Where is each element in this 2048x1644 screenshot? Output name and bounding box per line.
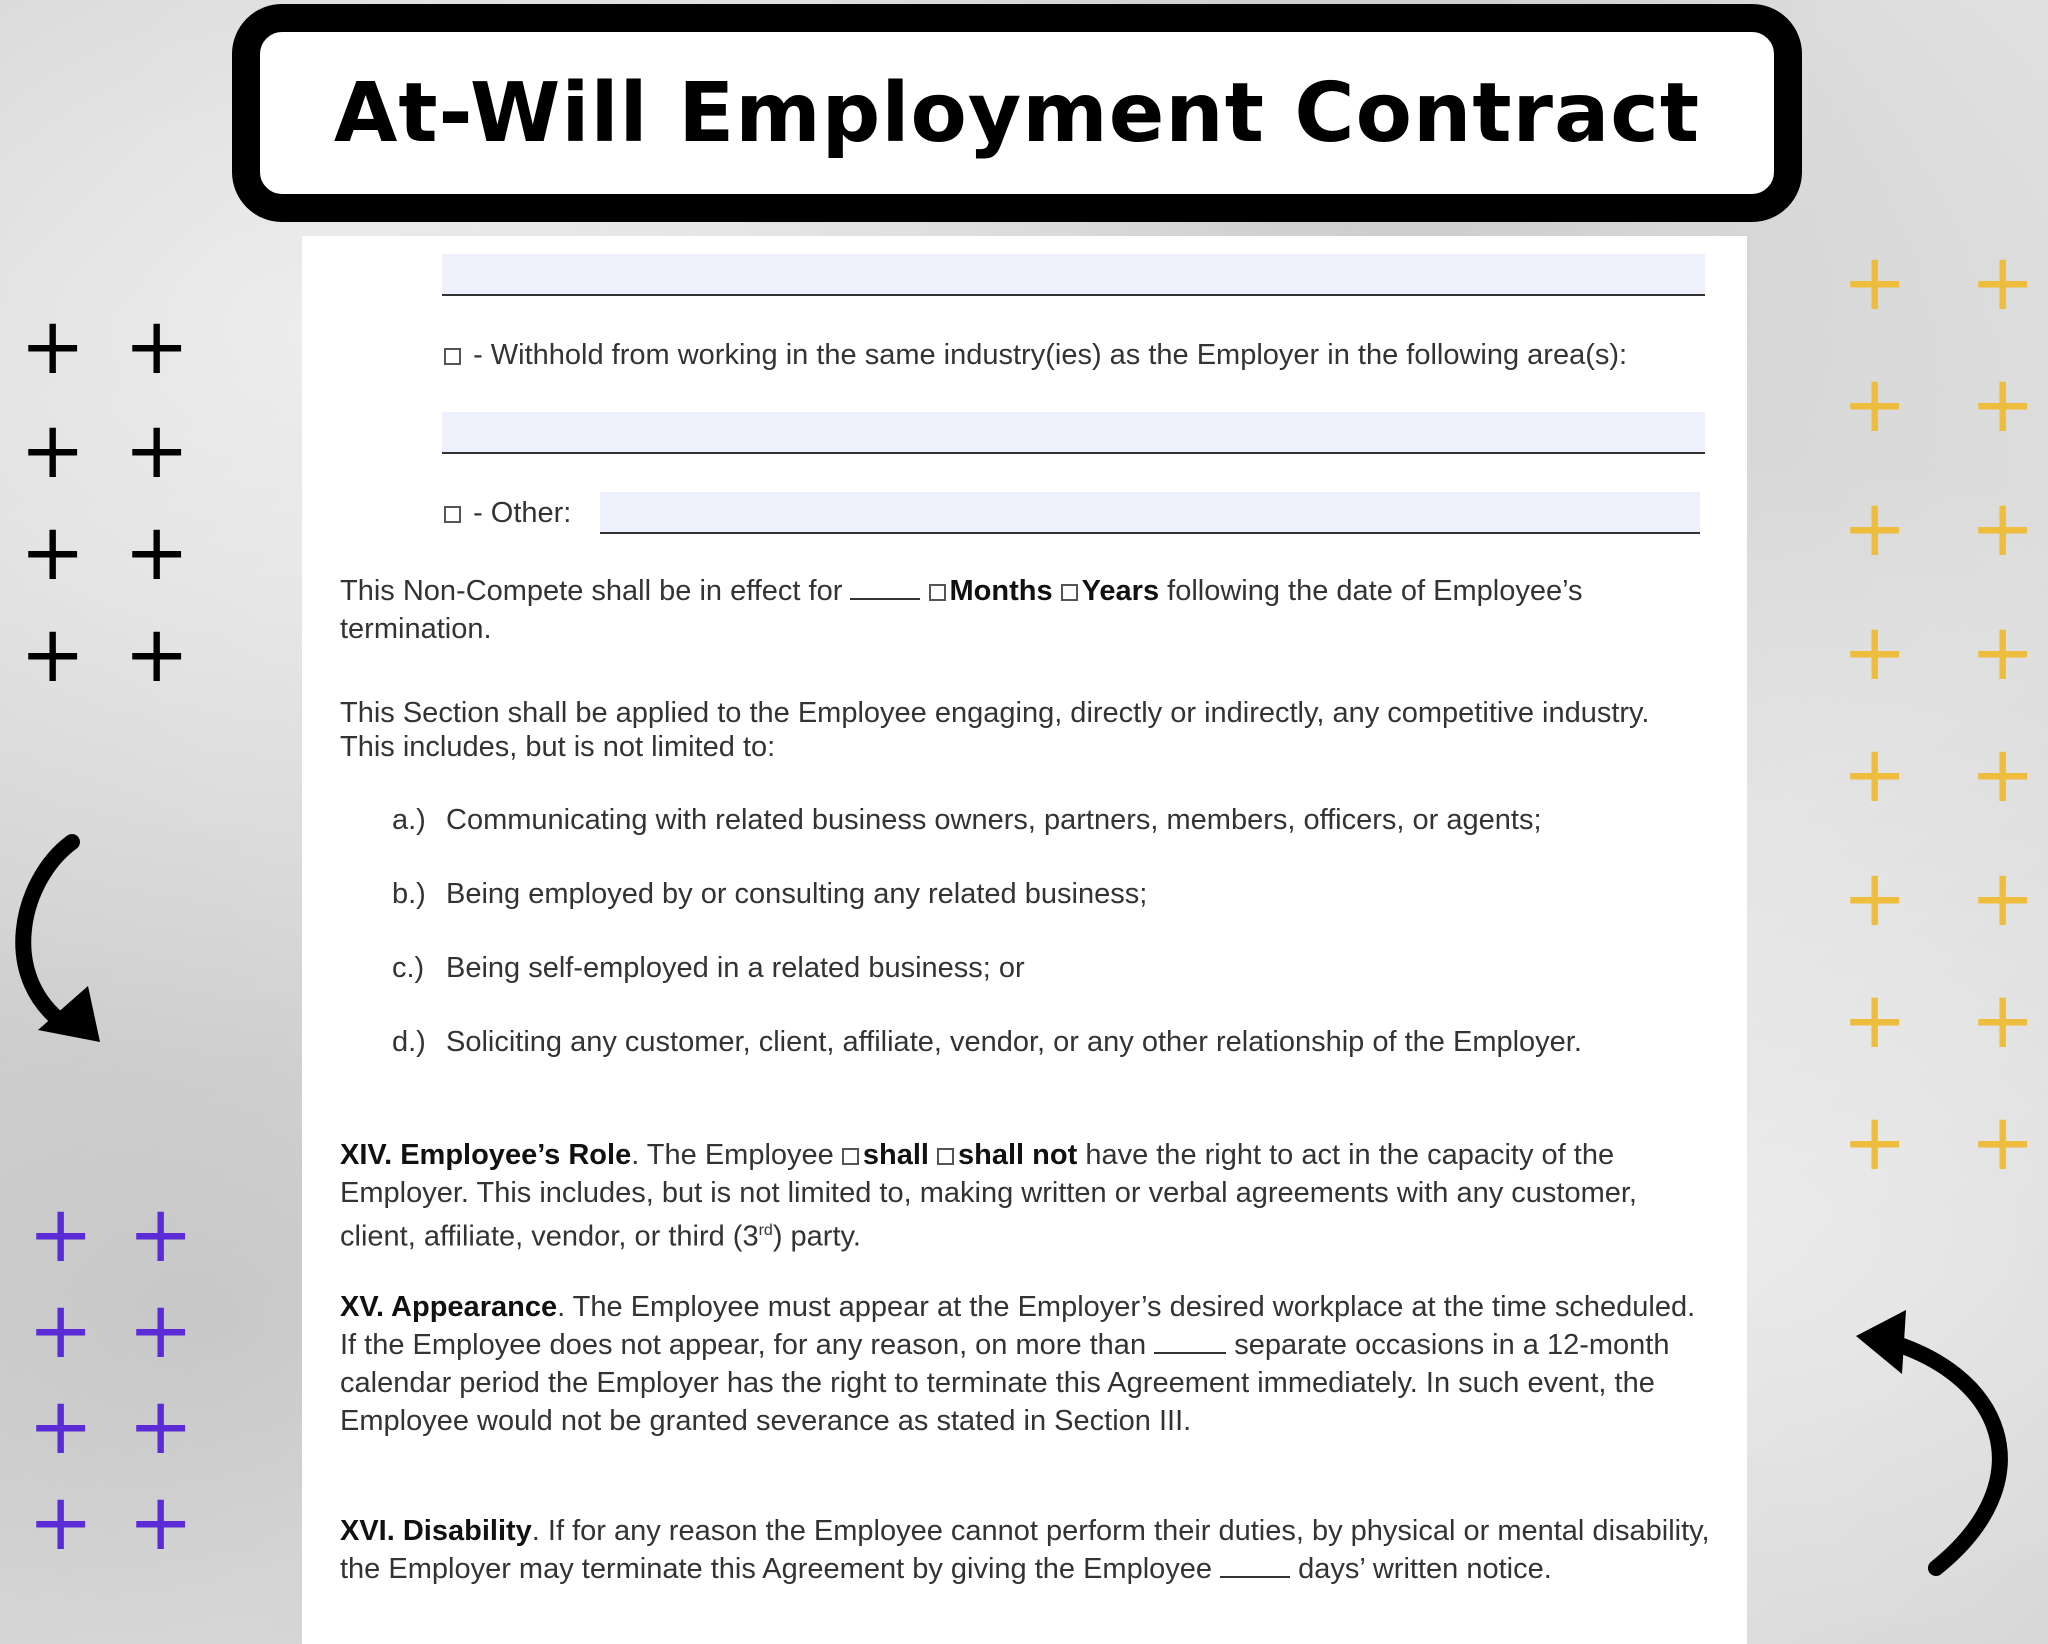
plus-icon: + <box>1842 238 1908 328</box>
plus-icon: + <box>1970 730 2036 820</box>
shall-label: shall <box>862 1139 929 1171</box>
other-text-field[interactable] <box>600 492 1700 534</box>
list-marker: c.) <box>392 952 425 984</box>
months-checkbox[interactable] <box>929 584 946 601</box>
plus-icon: + <box>128 1382 194 1472</box>
noncompete-duration <box>340 572 1710 648</box>
years-checkbox[interactable] <box>1061 584 1078 601</box>
shall-not-label: shall not <box>958 1139 1078 1171</box>
checkbox[interactable] <box>444 506 461 523</box>
plus-icon: + <box>1970 238 2036 328</box>
appearance-text: . The Employee must appear at the Employer’s desired workplace at the time scheduled. If the Employee does not appear, for any reason, on more than <box>340 1291 1696 1361</box>
plus-icon: + <box>1842 1098 1908 1188</box>
plus-icon: + <box>20 508 86 598</box>
plus-icon: + <box>124 406 190 496</box>
page-title: At-Will Employment Contract <box>333 65 1701 161</box>
notice-days-blank[interactable] <box>1220 1550 1290 1578</box>
plus-icon: + <box>1842 730 1908 820</box>
list-text: Being self-employed in a related business; or <box>446 952 1025 984</box>
ordinal-suffix: rd <box>758 1222 773 1239</box>
plus-icon: + <box>28 1286 94 1376</box>
role-text: ) party. <box>772 1220 861 1253</box>
curved-arrow-down-icon <box>0 830 140 1060</box>
plus-icon: + <box>1842 854 1908 944</box>
checkbox[interactable] <box>444 348 461 365</box>
plus-icon: + <box>124 302 190 392</box>
role-heading: XIV. Employee’s Role <box>340 1139 632 1171</box>
list-text: Communicating with related business owners, partners, members, officers, or agents; <box>446 804 1542 836</box>
employee-role-section <box>340 1136 1710 1256</box>
curved-arrow-up-icon <box>1846 1310 2016 1580</box>
plus-icon: + <box>28 1478 94 1568</box>
plus-icon: + <box>1970 854 2036 944</box>
plus-icon: + <box>1970 976 2036 1066</box>
disability-text: . If for any reason the Employee cannot perform their duties, by physical or mental disability, the Employer may terminate this Agreement by giving the Employee <box>340 1515 1710 1585</box>
plus-icon: + <box>20 302 86 392</box>
plus-icon: + <box>124 508 190 598</box>
appearance-section <box>340 1288 1710 1440</box>
plus-icon: + <box>1970 608 2036 698</box>
plus-icon: + <box>28 1382 94 1472</box>
disability-section <box>340 1512 1710 1588</box>
plus-icon: + <box>128 1478 194 1568</box>
plus-icon: + <box>1970 484 2036 574</box>
list-marker: d.) <box>392 1026 426 1058</box>
plus-icon: + <box>124 610 190 700</box>
disability-heading: XVI. Disability <box>340 1515 532 1547</box>
plus-icon: + <box>28 1190 94 1280</box>
text-field-line[interactable] <box>442 254 1705 296</box>
plus-icon: + <box>1842 976 1908 1066</box>
plus-icon: + <box>1970 1098 2036 1188</box>
plus-icon: + <box>128 1190 194 1280</box>
withhold-option-label: - Withhold from working in the same industry(ies) as the Employer in the following area(s): <box>473 339 1628 371</box>
shall-not-checkbox[interactable] <box>937 1148 954 1165</box>
plus-icon: + <box>1842 608 1908 698</box>
plus-icon: + <box>20 610 86 700</box>
list-marker: a.) <box>392 804 426 836</box>
list-text: Being employed by or consulting any related business; <box>446 878 1148 910</box>
appearance-heading: XV. Appearance <box>340 1291 558 1323</box>
title-banner <box>232 4 1802 222</box>
role-text: . The Employee <box>631 1139 834 1171</box>
plus-icon: + <box>1842 360 1908 450</box>
section-intro: This Section shall be applied to the Employee engaging, directly or indirectly, any competitive industry. This includes, but is not limited to: <box>340 697 1650 763</box>
list-text: Soliciting any customer, client, affiliate, vendor, or any other relationship of the Employer. <box>446 1026 1582 1058</box>
months-label: Months <box>949 575 1053 607</box>
plus-icon: + <box>1842 484 1908 574</box>
role-text: have the right to act in the capacity of the Employer. This includes, but is not limited to, making written or verbal agreements with any customer, client, affiliate, vendor, or third (3 <box>340 1139 1637 1253</box>
plus-icon: + <box>128 1286 194 1376</box>
plus-icon: + <box>20 406 86 496</box>
shall-checkbox[interactable] <box>842 1148 859 1165</box>
other-option-label: - Other: <box>473 497 572 529</box>
document-page <box>302 236 1747 1644</box>
noncompete-suffix: following the date of Employee’s termination. <box>340 575 1583 645</box>
plus-icon: + <box>1970 360 2036 450</box>
noncompete-prefix: This Non-Compete shall be in effect for <box>340 575 843 607</box>
withhold-option <box>444 336 1704 374</box>
disability-text: days’ written notice. <box>1298 1553 1552 1585</box>
duration-blank[interactable] <box>850 572 920 600</box>
occasions-blank[interactable] <box>1154 1326 1226 1354</box>
appearance-text: separate occasions in a 12-month calendar period the Employer has the right to terminate this Agreement immediately. In such event, the Employee would not be granted severance as stated in Section III. <box>340 1329 1670 1437</box>
area-text-field[interactable] <box>442 412 1705 454</box>
years-label: Years <box>1081 575 1160 607</box>
list-marker: b.) <box>392 878 426 910</box>
